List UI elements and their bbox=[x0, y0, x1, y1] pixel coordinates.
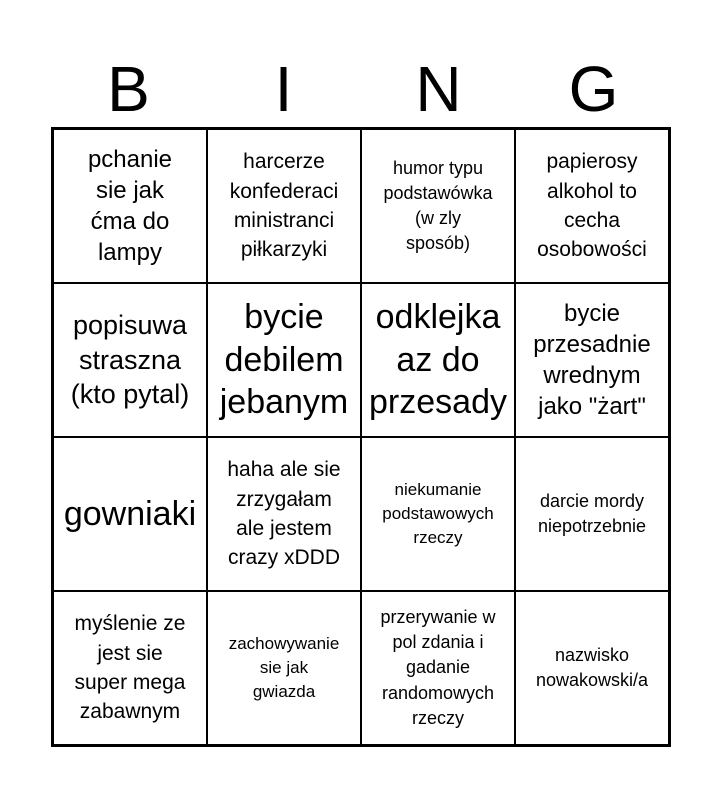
cell-text: papierosy alkohol to cecha osobowości bbox=[537, 150, 647, 262]
bingo-cell-r2c3[interactable] bbox=[361, 283, 515, 437]
cell-text: haha ale sie zrzygałam ale jestem crazy xDDD bbox=[227, 458, 341, 570]
cell-text: harcerze konfederaci ministranci piłkarzyki bbox=[229, 150, 339, 262]
bingo-cell-r1c2[interactable] bbox=[207, 129, 361, 283]
cell-text: bycie przesadnie wrednym jako "żart" bbox=[533, 299, 651, 421]
bingo-cell-r1c1[interactable] bbox=[53, 129, 207, 283]
bingo-cell-r3c4[interactable] bbox=[515, 437, 669, 591]
cell-text: darcie mordy niepotrzebnie bbox=[537, 490, 647, 536]
cell-text: myślenie ze jest sie super mega zabawnym bbox=[74, 612, 186, 724]
bingo-cell-r4c3[interactable] bbox=[361, 591, 515, 745]
bingo-cell-r1c3[interactable] bbox=[361, 129, 515, 283]
bingo-cell-r4c2[interactable] bbox=[207, 591, 361, 745]
bingo-cell-r1c4[interactable] bbox=[515, 129, 669, 283]
cell-text: gowniaki bbox=[63, 494, 197, 533]
cell-text: popisuwa straszna (kto pytal) bbox=[70, 310, 190, 410]
cell-text: humor typu podstawówka (w zly sposób) bbox=[383, 157, 493, 254]
cell-text: pchanie sie jak ćma do lampy bbox=[87, 145, 173, 267]
bingo-cell-r2c4[interactable] bbox=[515, 283, 669, 437]
header-letter-b: B bbox=[107, 53, 150, 125]
bingo-header bbox=[51, 50, 671, 128]
cell-text: nazwisko nowakowski/a bbox=[535, 644, 649, 690]
cell-text: przerywanie w pol zdania i gadanie randomowych rzeczy bbox=[380, 607, 496, 728]
cell-text: odklejka az do przesady bbox=[369, 298, 507, 422]
header-letter-n: N bbox=[415, 53, 462, 125]
header-letter-i: I bbox=[274, 53, 293, 125]
cell-text: zachowywanie sie jak gwiazda bbox=[228, 634, 340, 701]
bingo-cell-r3c2[interactable] bbox=[207, 437, 361, 591]
bingo-cell-r2c2[interactable] bbox=[207, 283, 361, 437]
bingo-cell-r4c1[interactable] bbox=[53, 591, 207, 745]
header-letter-g: G bbox=[568, 53, 619, 125]
cell-text: niekumanie podstawowych rzeczy bbox=[382, 480, 494, 547]
bingo-cell-r3c3[interactable] bbox=[361, 437, 515, 591]
bingo-cell-r3c1[interactable] bbox=[53, 437, 207, 591]
cell-text: bycie debilem jebanym bbox=[219, 298, 349, 422]
bingo-board bbox=[51, 127, 671, 747]
bingo-cell-r4c4[interactable] bbox=[515, 591, 669, 745]
bingo-cell-r2c1[interactable] bbox=[53, 283, 207, 437]
